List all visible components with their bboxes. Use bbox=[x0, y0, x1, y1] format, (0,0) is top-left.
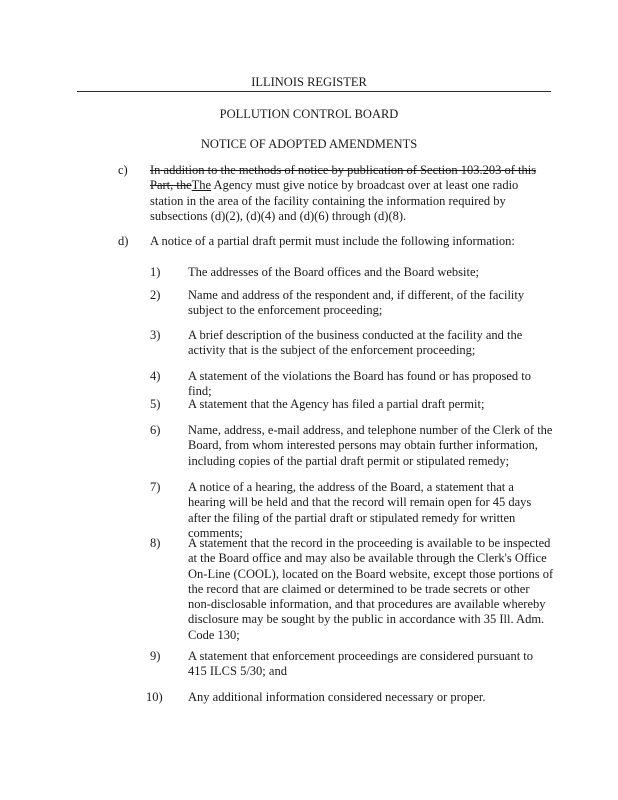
item-number: 4) bbox=[150, 369, 161, 383]
section-d-intro: A notice of a partial draft permit must include the following information: bbox=[150, 234, 515, 248]
item-number: 6) bbox=[150, 423, 161, 437]
section-c-deleted-text: In addition to the methods of notice by publication of Section 103.203 of this Part, the bbox=[150, 163, 537, 193]
section-c-inserted-text: The bbox=[191, 178, 212, 193]
item-number: 1) bbox=[150, 265, 161, 279]
section-d-label: d) bbox=[118, 234, 129, 248]
item-number: 2) bbox=[150, 288, 161, 302]
item-text: The addresses of the Board offices and the Board website; bbox=[188, 265, 479, 279]
item-number: 5) bbox=[150, 397, 161, 411]
item-number: 9) bbox=[150, 649, 161, 663]
item-text: Any additional information considered necessary or proper. bbox=[188, 690, 486, 704]
header-divider bbox=[77, 91, 551, 92]
register-title: ILLINOIS REGISTER bbox=[251, 75, 367, 89]
item-text: A statement that the Agency has filed a partial draft permit; bbox=[188, 397, 485, 411]
section-c-paragraph bbox=[150, 163, 554, 224]
item-text: A statement of the violations the Board has found or has proposed to find; bbox=[188, 369, 531, 399]
item-text: A brief description of the business conducted at the facility and the activity that is the subject of the enforcement proceeding; bbox=[188, 328, 523, 358]
section-c-label: c) bbox=[118, 163, 128, 177]
item-text: Name, address, e-mail address, and telephone number of the Clerk of the Board, from whom interested persons may obtain further information, including copies of the partial draft permit or stipulated remedy; bbox=[188, 423, 553, 468]
item-text: A statement that the record in the proceeding is available to be inspected at the Board office and may also be available through the Clerk's Office On-Line (COOL), located on the Board website, except those portions of the record that are claimed or determined to be trade secrets or other non-disclosable information, and that procedures are available whereby disclosure may be sought by the public in accordance with 35 Ill. Adm. Code 130; bbox=[188, 536, 554, 642]
board-name: POLLUTION CONTROL BOARD bbox=[219, 107, 399, 121]
item-number: 8) bbox=[150, 536, 161, 550]
item-text: A statement that enforcement proceedings are considered pursuant to 415 ILCS 5/30; and bbox=[188, 649, 534, 679]
item-number: 3) bbox=[150, 328, 161, 342]
item-text: A notice of a hearing, the address of the Board, a statement that a hearing will be held and that the record will remain open for 45 days after the filing of the partial draft or stipulated remedy for written comments; bbox=[188, 480, 532, 540]
notice-title: NOTICE OF ADOPTED AMENDMENTS bbox=[200, 137, 418, 151]
section-c-text: Agency must give notice by broadcast over at least one radio station in the area of the facility containing the information required by subsections (d)(2), (d)(4) and (d)(6) through (d)(8). bbox=[150, 178, 519, 223]
item-number: 7) bbox=[150, 480, 161, 494]
item-text: Name and address of the respondent and, if different, of the facility subject to the enforcement proceeding; bbox=[188, 288, 525, 318]
item-number: 10) bbox=[146, 690, 163, 704]
